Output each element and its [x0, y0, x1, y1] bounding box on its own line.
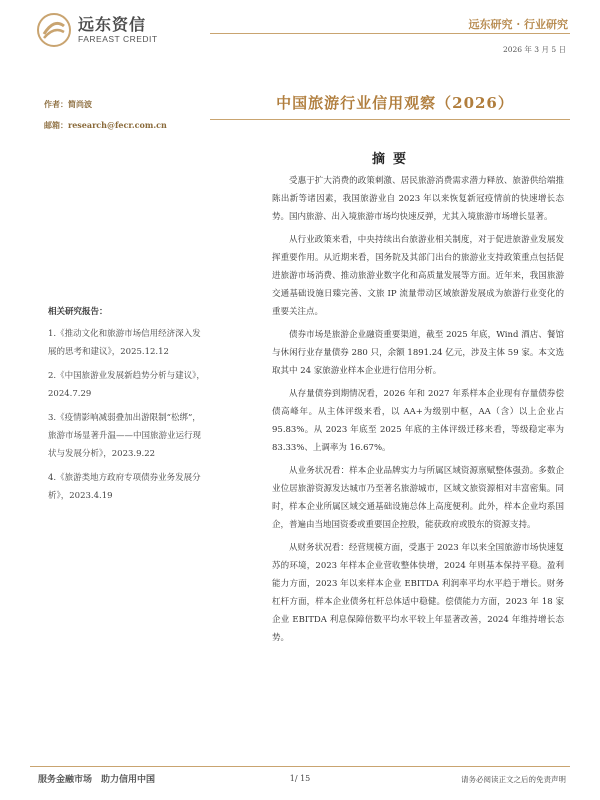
- author-label: 作者：: [44, 99, 68, 109]
- abstract-paragraph: 债券市场是旅游企业融资重要渠道，截至 2025 年底，Wind 酒店、餐馆与休闲行业存量债券 280 只，余额 1891.24 亿元，涉及主体 59 家。本文选取其中 24 家旅游业样本企业进行信用分析。: [272, 330, 564, 376]
- abstract-paragraph: 受惠于扩大消费的政策刺激、居民旅游消费需求潜力释放、旅游供给端推陈出新等诸因素，我国旅游业自 2023 年以来恢复新冠疫情前的快速增长态势。国内旅游、出入境旅游市场均快速反弹，尤其入境旅游市场增长显著。: [272, 176, 564, 222]
- abstract-paragraph: 从业务状况看：样本企业品牌实力与所属区域资源禀赋整体强劲。多数企业位居旅游资源发达城市乃至著名旅游城市，区域文旅资源相对丰富密集。同时，样本企业所属区域交通基础设施总体上高度便利。此外，样本企业均系国企，普遍由当地国资委或重要国企控股，能获政府或股东的资源支持。: [272, 466, 564, 530]
- footer-slogan: 服务金融市场 助力信用中国: [38, 775, 156, 785]
- title-divider: [210, 119, 570, 120]
- related-reports-title: 相关研究报告：: [48, 307, 108, 317]
- abstract-paragraph: 从行业政策来看，中央持续出台旅游业相关制度，对于促进旅游业发展发挥重要作用。从近期来看，国务院及其部门出台的旅游业支持政策重点包括促进旅游市场消费、推动旅游业数字化和高质量发展等方面。近年来，我国旅游交通基础设施日臻完善、文旅 IP 流量带动区域旅游发展成为旅游行业变化的重要关注点。: [272, 235, 564, 317]
- abstract-paragraph: 从存量债券到期情况看，2026 年和 2027 年系样本企业现有存量债券偿债高峰年。从主体评级来看，以 AA+为级别中枢，AA（含）以上企业占 95.83%。从 2023 年底至 2025 年底的主体评级迁移来看，等级稳定率为 83.33%、上调率为 16.67%。: [272, 389, 564, 453]
- author-block: [44, 94, 167, 136]
- related-report-item[interactable]: 1.《推动文化和旅游市场信用经济深入发展的思考和建议》，2025.12.12: [48, 329, 201, 357]
- header-divider: [210, 33, 570, 34]
- related-report-item[interactable]: 3.《疫情影响减弱叠加出游限制“松绑”，旅游市场显著升温——中国旅游业运行现状与发展分析》，2023.9.22: [48, 413, 202, 459]
- abstract-heading: 摘要: [372, 152, 415, 167]
- logo-emblem-icon: [36, 12, 72, 48]
- abstract-paragraph: 从财务状况看：经营规模方面，受惠于 2023 年以来全国旅游市场快速复苏的环境，2023 年样本企业营收整体快增，2024 年则基本保持平稳。盈利能力方面，2023 年以来样本企业 EBITDA 利润率平均水平趋于增长。财务杠杆方面，样本企业债务杠杆总体适中稳健。偿债能力方面，2023 年 18 家企业 EBITDA 利息保障倍数平均水平较上年显著改善，2024 年维持增长态势。: [272, 543, 564, 643]
- author-name: 简尚波: [68, 99, 92, 109]
- report-date: 2026 年 3 月 5 日: [502, 45, 566, 54]
- related-reports: [48, 305, 208, 511]
- page-number: 1/ 15: [289, 774, 311, 783]
- logo-name-en: FAREAST CREDIT: [78, 33, 158, 44]
- report-category: 远东研究 · 行业研究: [468, 18, 568, 31]
- email-label: 邮箱：: [44, 120, 68, 130]
- footer-disclaimer: 请务必阅读正文之后的免责声明: [461, 775, 566, 784]
- document-title: 中国旅游行业信用观察（2026）: [276, 94, 514, 112]
- logo-name-cn: 远东资信: [78, 14, 147, 34]
- related-report-item[interactable]: 2.《中国旅游业发展新趋势分析与建议》，2024.7.29: [48, 371, 205, 399]
- abstract-body: [272, 172, 564, 652]
- company-logo: [36, 12, 158, 48]
- author-email[interactable]: research@fecr.com.cn: [68, 120, 167, 130]
- related-report-item[interactable]: 4.《旅游类地方政府专项债券业务发展分析》，2023.4.19: [48, 473, 201, 501]
- footer-divider: [30, 766, 570, 767]
